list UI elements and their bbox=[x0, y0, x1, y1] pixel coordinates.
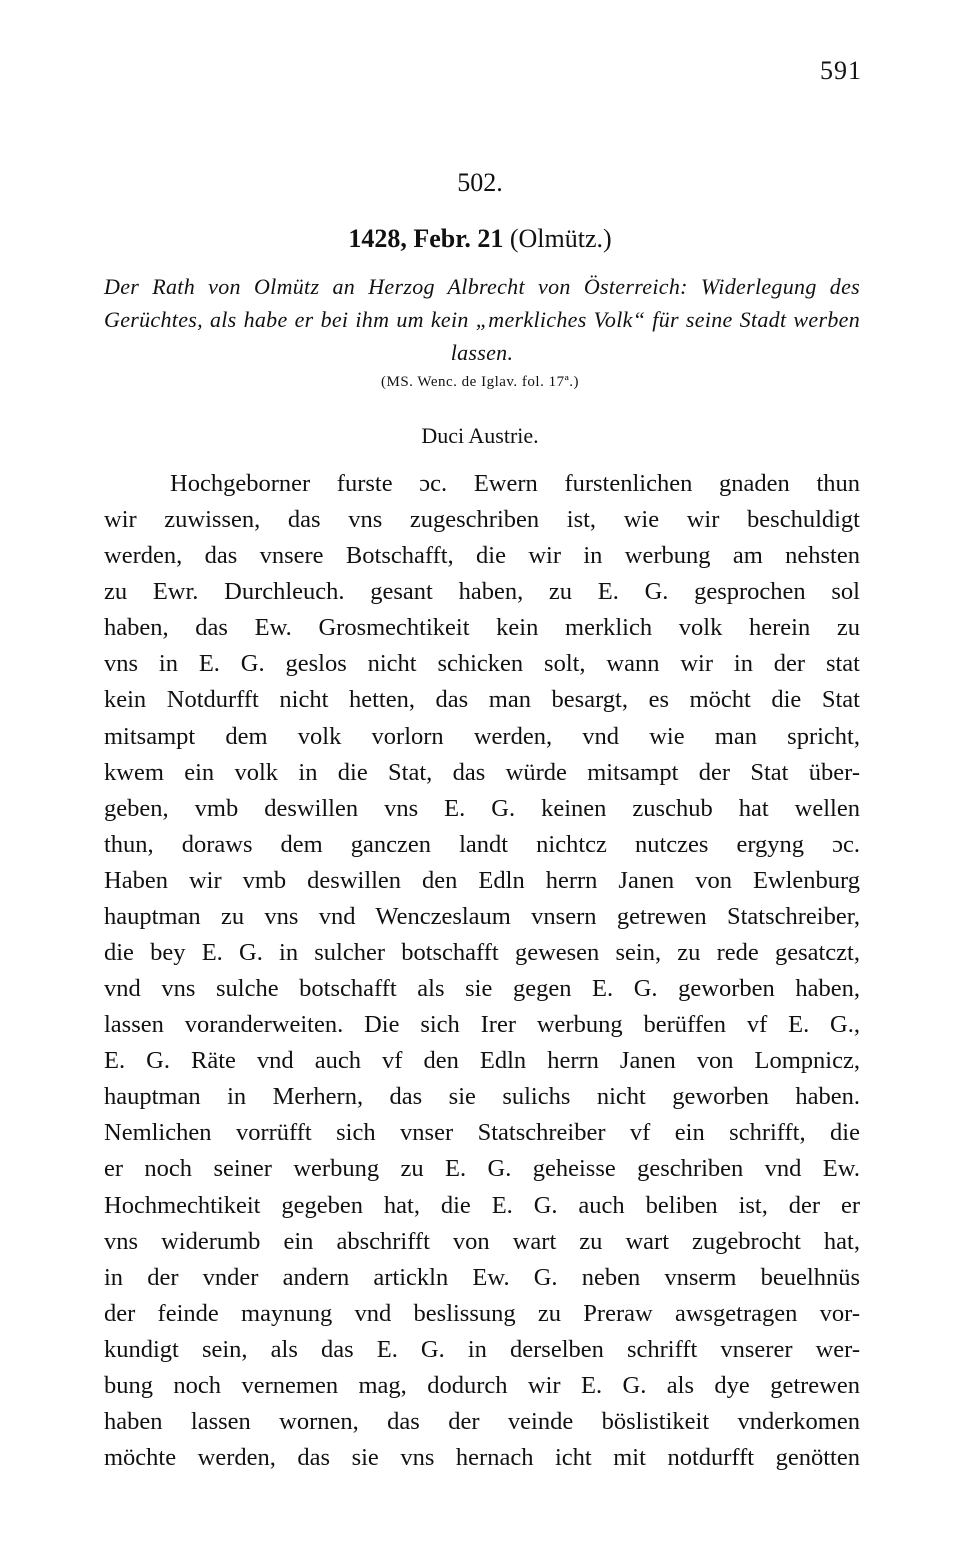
salutation-address: Duci Austrie. bbox=[421, 423, 539, 448]
body-line: hauptman in Merhern, das sie sulichs nicht geworben haben. bbox=[104, 1083, 860, 1111]
body-line: thun, doraws dem ganczen landt nichtcz nutczes ergyng ɔc. bbox=[104, 830, 860, 858]
body-line: Hochmechtikeit gegeben hat, die E. G. auch beliben ist, der er bbox=[104, 1191, 860, 1219]
body-line: kwem ein volk in die Stat, das würde mitsampt der Stat über- bbox=[104, 758, 860, 786]
body-line: Nemlichen vorrüfft sich vnser Statschreiber vf ein schrifft, die bbox=[104, 1119, 860, 1147]
body-line: vnd vns sulche botschafft als sie gegen E. G. geworben haben, bbox=[104, 975, 860, 1003]
body-line: geben, vmb deswillen vns E. G. keinen zuschub hat wellen bbox=[104, 794, 860, 822]
body-line: kein Notdurfft nicht hetten, das man besargt, es möcht die Stat bbox=[104, 686, 860, 714]
body-line: möchte werden, das sie vns hernach icht mit notdurfft genötten bbox=[104, 1444, 860, 1472]
document-summary: Der Rath von Olmütz an Herzog Albrecht von Österreich: Widerlegung des Gerüchtes, als habe er bei ihm um kein „merkliches Volk“ für seine Stadt werben lassen. bbox=[104, 274, 860, 365]
date-place: (Olmütz.) bbox=[509, 224, 612, 253]
body-line: der feinde maynung vnd beslissung zu Preraw awsgetragen vor- bbox=[104, 1299, 860, 1327]
body-line: E. G. Räte vnd auch vf den Edln herrn Janen von Lompnicz, bbox=[104, 1047, 860, 1075]
date-line bbox=[0, 224, 960, 254]
body-line: hauptman zu vns vnd Wenczeslaum vnsern getrewen Statschreiber, bbox=[104, 902, 860, 930]
body-line: haben lassen wornen, das der veinde böslistikeit vnderkomen bbox=[104, 1408, 860, 1436]
body-line: in der vnder andern artickln Ew. G. neben vnserm beuelhnüs bbox=[104, 1263, 860, 1291]
body-line: vns widerumb ein abschrifft von wart zu wart zugebrocht hat, bbox=[104, 1227, 860, 1255]
body-line: die bey E. G. in sulcher botschafft gewesen sein, zu rede gesatczt, bbox=[104, 939, 860, 967]
document-number: 502. bbox=[457, 168, 503, 197]
body-line: werden, das vnsere Botschafft, die wir in werbung am nehsten bbox=[104, 542, 860, 570]
body-line: kundigt sein, als das E. G. in derselben schrifft vnserer wer- bbox=[104, 1335, 860, 1363]
body-line: er noch seiner werbung zu E. G. geheisse geschriben vnd Ew. bbox=[104, 1155, 860, 1183]
body-line: mitsampt dem volk vorlorn werden, vnd wie man spricht, bbox=[104, 722, 860, 750]
body-line: Haben wir vmb deswillen den Edln herrn Janen von Ewlenburg bbox=[104, 866, 860, 894]
body-line: wir zuwissen, das vns zugeschriben ist, wie wir beschuldigt bbox=[104, 506, 860, 534]
body-line: Hochgeborner furste ɔc. Ewern furstenlichen gnaden thun bbox=[170, 470, 860, 497]
page-number: 591 bbox=[820, 56, 862, 85]
body-line: bung noch vernemen mag, dodurch wir E. G. als dye getrewen bbox=[104, 1371, 860, 1399]
body-line: zu Ewr. Durchleuch. gesant haben, zu E. G. gesprochen sol bbox=[104, 578, 860, 606]
body-line: lassen voranderweiten. Die sich Irer werbung berüffen vf E. G., bbox=[104, 1011, 860, 1039]
date-bold: 1428, Febr. 21 bbox=[348, 224, 504, 253]
body-line: haben, das Ew. Grosmechtikeit kein merklich volk herein zu bbox=[104, 614, 860, 642]
source-citation: (MS. Wenc. de Iglav. fol. 17ª.) bbox=[381, 374, 579, 390]
body-line: vns in E. G. geslos nicht schicken solt, wann wir in der stat bbox=[104, 650, 860, 678]
letter-body bbox=[104, 466, 860, 1476]
